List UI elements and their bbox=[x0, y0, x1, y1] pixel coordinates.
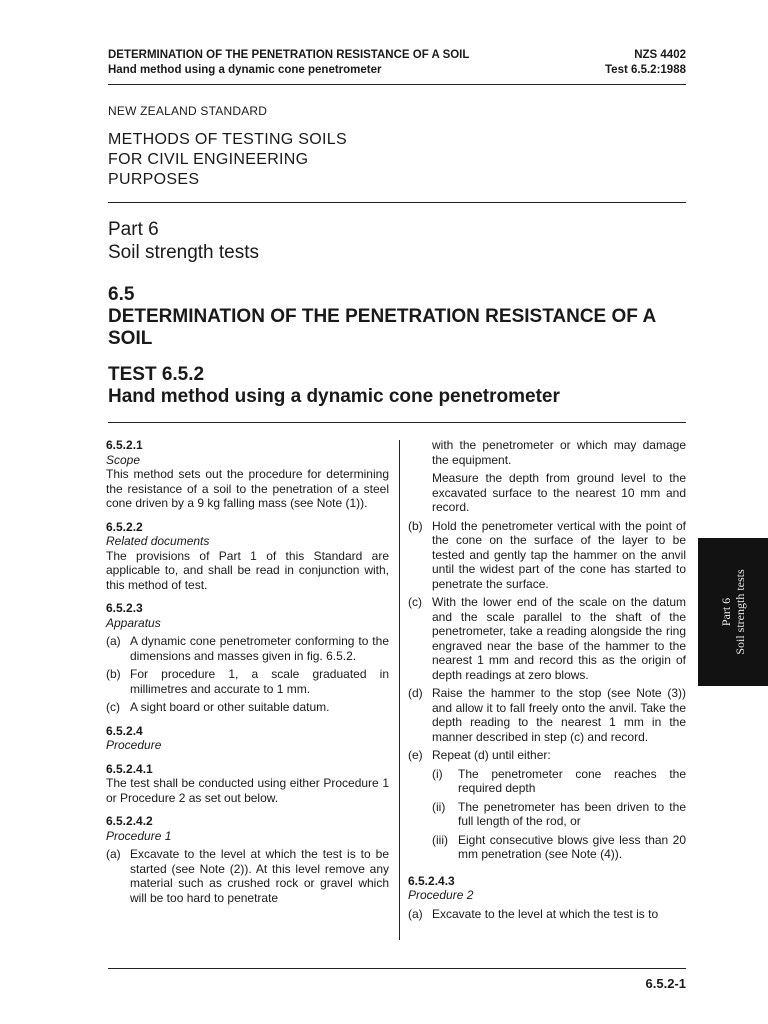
clause-heading: Related documents bbox=[106, 534, 210, 548]
part-number: Part 6 bbox=[108, 219, 159, 240]
sub-list-item bbox=[408, 833, 686, 862]
list-item-label: (b) bbox=[408, 518, 423, 533]
side-tab-line2: Soil strength tests bbox=[733, 569, 747, 655]
title-rule bbox=[108, 202, 686, 203]
list-item-text: For procedure 1, a scale graduated in millimetres and accurate to 1 mm. bbox=[130, 667, 389, 696]
clause-heading: Procedure 1 bbox=[106, 828, 172, 843]
list-item-label: (d) bbox=[408, 686, 423, 700]
measure-text: Measure the depth from ground level to the excavated surface to the nearest 10 mm and record. bbox=[432, 471, 686, 514]
sub-list-item-label: (ii) bbox=[432, 799, 446, 814]
list-item bbox=[408, 686, 686, 744]
side-tab-label bbox=[719, 569, 747, 654]
standard-title-line: FOR CIVIL ENGINEERING bbox=[108, 151, 309, 168]
part-heading bbox=[108, 218, 259, 264]
part-side-tab bbox=[698, 538, 768, 686]
test-rule bbox=[108, 422, 686, 423]
clause-number: 6.5.2.4 bbox=[106, 723, 143, 738]
test-number: TEST 6.5.2 bbox=[108, 364, 205, 385]
left-column bbox=[106, 438, 389, 905]
list-item-label: (e) bbox=[408, 748, 423, 762]
sub-list-item-label: (i) bbox=[432, 766, 443, 781]
list-item-text: A dynamic cone penetrometer conforming to the dimensions and masses given in fig. 6.5.2. bbox=[130, 634, 389, 663]
clause-number: 6.5.2.4.3 bbox=[408, 873, 455, 888]
list-item-label: (c) bbox=[106, 700, 120, 714]
list-item bbox=[408, 595, 686, 682]
list-item-text: Excavate to the level at which the test is to bbox=[432, 906, 659, 921]
standard-title bbox=[108, 130, 558, 190]
sub-list-item-label: (iii) bbox=[432, 832, 448, 847]
list-item-label: (a) bbox=[106, 847, 121, 861]
section-title: DETERMINATION OF THE PENETRATION RESISTANCE OF A SOIL bbox=[108, 306, 656, 349]
right-column bbox=[408, 438, 686, 921]
list-item-label: (b) bbox=[106, 667, 121, 681]
list-item-text: A sight board or other suitable datum. bbox=[130, 700, 330, 714]
header-rule bbox=[108, 84, 686, 85]
list-item-text: Excavate to the level at which the test is to be started (see Note (2)). At this level remove any material such as crushed rock or gravel which will be too hard to penetrate bbox=[130, 847, 389, 905]
list-item-text: Raise the hammer to the stop (see Note (3)) and allow it to fall freely onto the anvil. Take the depth reading to the nearest 1 mm in the manner described in step (c) and record. bbox=[432, 686, 686, 744]
column-divider bbox=[399, 440, 400, 940]
list-item bbox=[408, 519, 686, 592]
list-item-label: (c) bbox=[408, 595, 422, 609]
standard-code: NZS 4402 bbox=[634, 49, 686, 61]
related-documents-text: The provisions of Part 1 of this Standard are applicable to, and shall be read in conjunction with, this method of test. bbox=[106, 548, 389, 592]
sub-list-item bbox=[408, 767, 686, 796]
clause-heading: Procedure 2 bbox=[408, 888, 474, 902]
continued-text: with the penetrometer or which may damage the equipment. bbox=[432, 438, 686, 467]
page-number: 6.5.2-1 bbox=[645, 976, 686, 991]
list-item-label: (a) bbox=[106, 634, 121, 648]
list-item-text: Repeat (d) until either: bbox=[432, 748, 551, 762]
list-item-text: With the lower end of the scale on the datum and the scale parallel to the shaft of the penetrometer, take a reading alongside the ring engraved near the base of the hammer to the nearest 1 mm and record this as the origin of depth readings at zero blows. bbox=[432, 595, 686, 682]
footer-rule bbox=[108, 968, 686, 969]
clause-number: 6.5.2.4.1 bbox=[106, 761, 153, 776]
standard-kicker: NEW ZEALAND STANDARD bbox=[108, 104, 268, 118]
sub-list-item-text: Eight consecutive blows give less than 20 mm penetration (see Note (4)). bbox=[458, 832, 686, 861]
clause-number: 6.5.2.1 bbox=[106, 438, 143, 452]
list-item bbox=[106, 700, 389, 715]
list-item bbox=[106, 634, 389, 663]
running-header-line1: DETERMINATION OF THE PENETRATION RESISTANCE OF A SOIL bbox=[108, 49, 470, 61]
section-number: 6.5 bbox=[108, 284, 135, 305]
section-heading bbox=[108, 284, 688, 350]
list-item bbox=[106, 667, 389, 696]
sub-list-item bbox=[408, 800, 686, 829]
list-item-label: (a) bbox=[408, 906, 423, 921]
clause-heading: Apparatus bbox=[106, 615, 161, 630]
scope-text: This method sets out the procedure for determining the resistance of a soil to the penetration of a steel cone driven by a 9 kg falling mass (see Note (1)). bbox=[106, 467, 389, 510]
clause-number: 6.5.2.4.2 bbox=[106, 814, 153, 828]
part-title: Soil strength tests bbox=[108, 242, 260, 263]
test-code: Test 6.5.2:1988 bbox=[605, 64, 686, 76]
clause-heading: Procedure bbox=[106, 738, 162, 752]
standard-title-line: METHODS OF TESTING SOILS bbox=[108, 131, 347, 148]
running-header-line2: Hand method using a dynamic cone penetrometer bbox=[108, 64, 382, 76]
clause-number: 6.5.2.3 bbox=[106, 601, 143, 615]
list-item bbox=[408, 907, 686, 922]
sub-list-item-text: The penetrometer has been driven to the full length of the rod, or bbox=[458, 799, 686, 828]
procedure-intro-text: The test shall be conducted using either Procedure 1 or Procedure 2 as set out below. bbox=[106, 776, 389, 805]
running-header-title bbox=[108, 48, 578, 78]
running-header-code bbox=[516, 48, 686, 78]
sub-list-item-text: The penetrometer cone reaches the required depth bbox=[458, 766, 686, 795]
test-heading bbox=[108, 364, 688, 408]
list-item bbox=[408, 748, 686, 763]
clause-heading: Scope bbox=[106, 452, 141, 467]
test-title: Hand method using a dynamic cone penetrometer bbox=[108, 386, 560, 407]
clause-number: 6.5.2.2 bbox=[106, 519, 143, 534]
list-item-text: Hold the penetrometer vertical with the point of the cone on the surface of the layer to be tested and gently tap the hammer on the anvil until the widest part of the cone has started to penetrate the surface. bbox=[432, 518, 686, 591]
standard-title-line: PURPOSES bbox=[108, 171, 200, 188]
side-tab-line1: Part 6 bbox=[719, 597, 733, 627]
list-item bbox=[106, 847, 389, 905]
